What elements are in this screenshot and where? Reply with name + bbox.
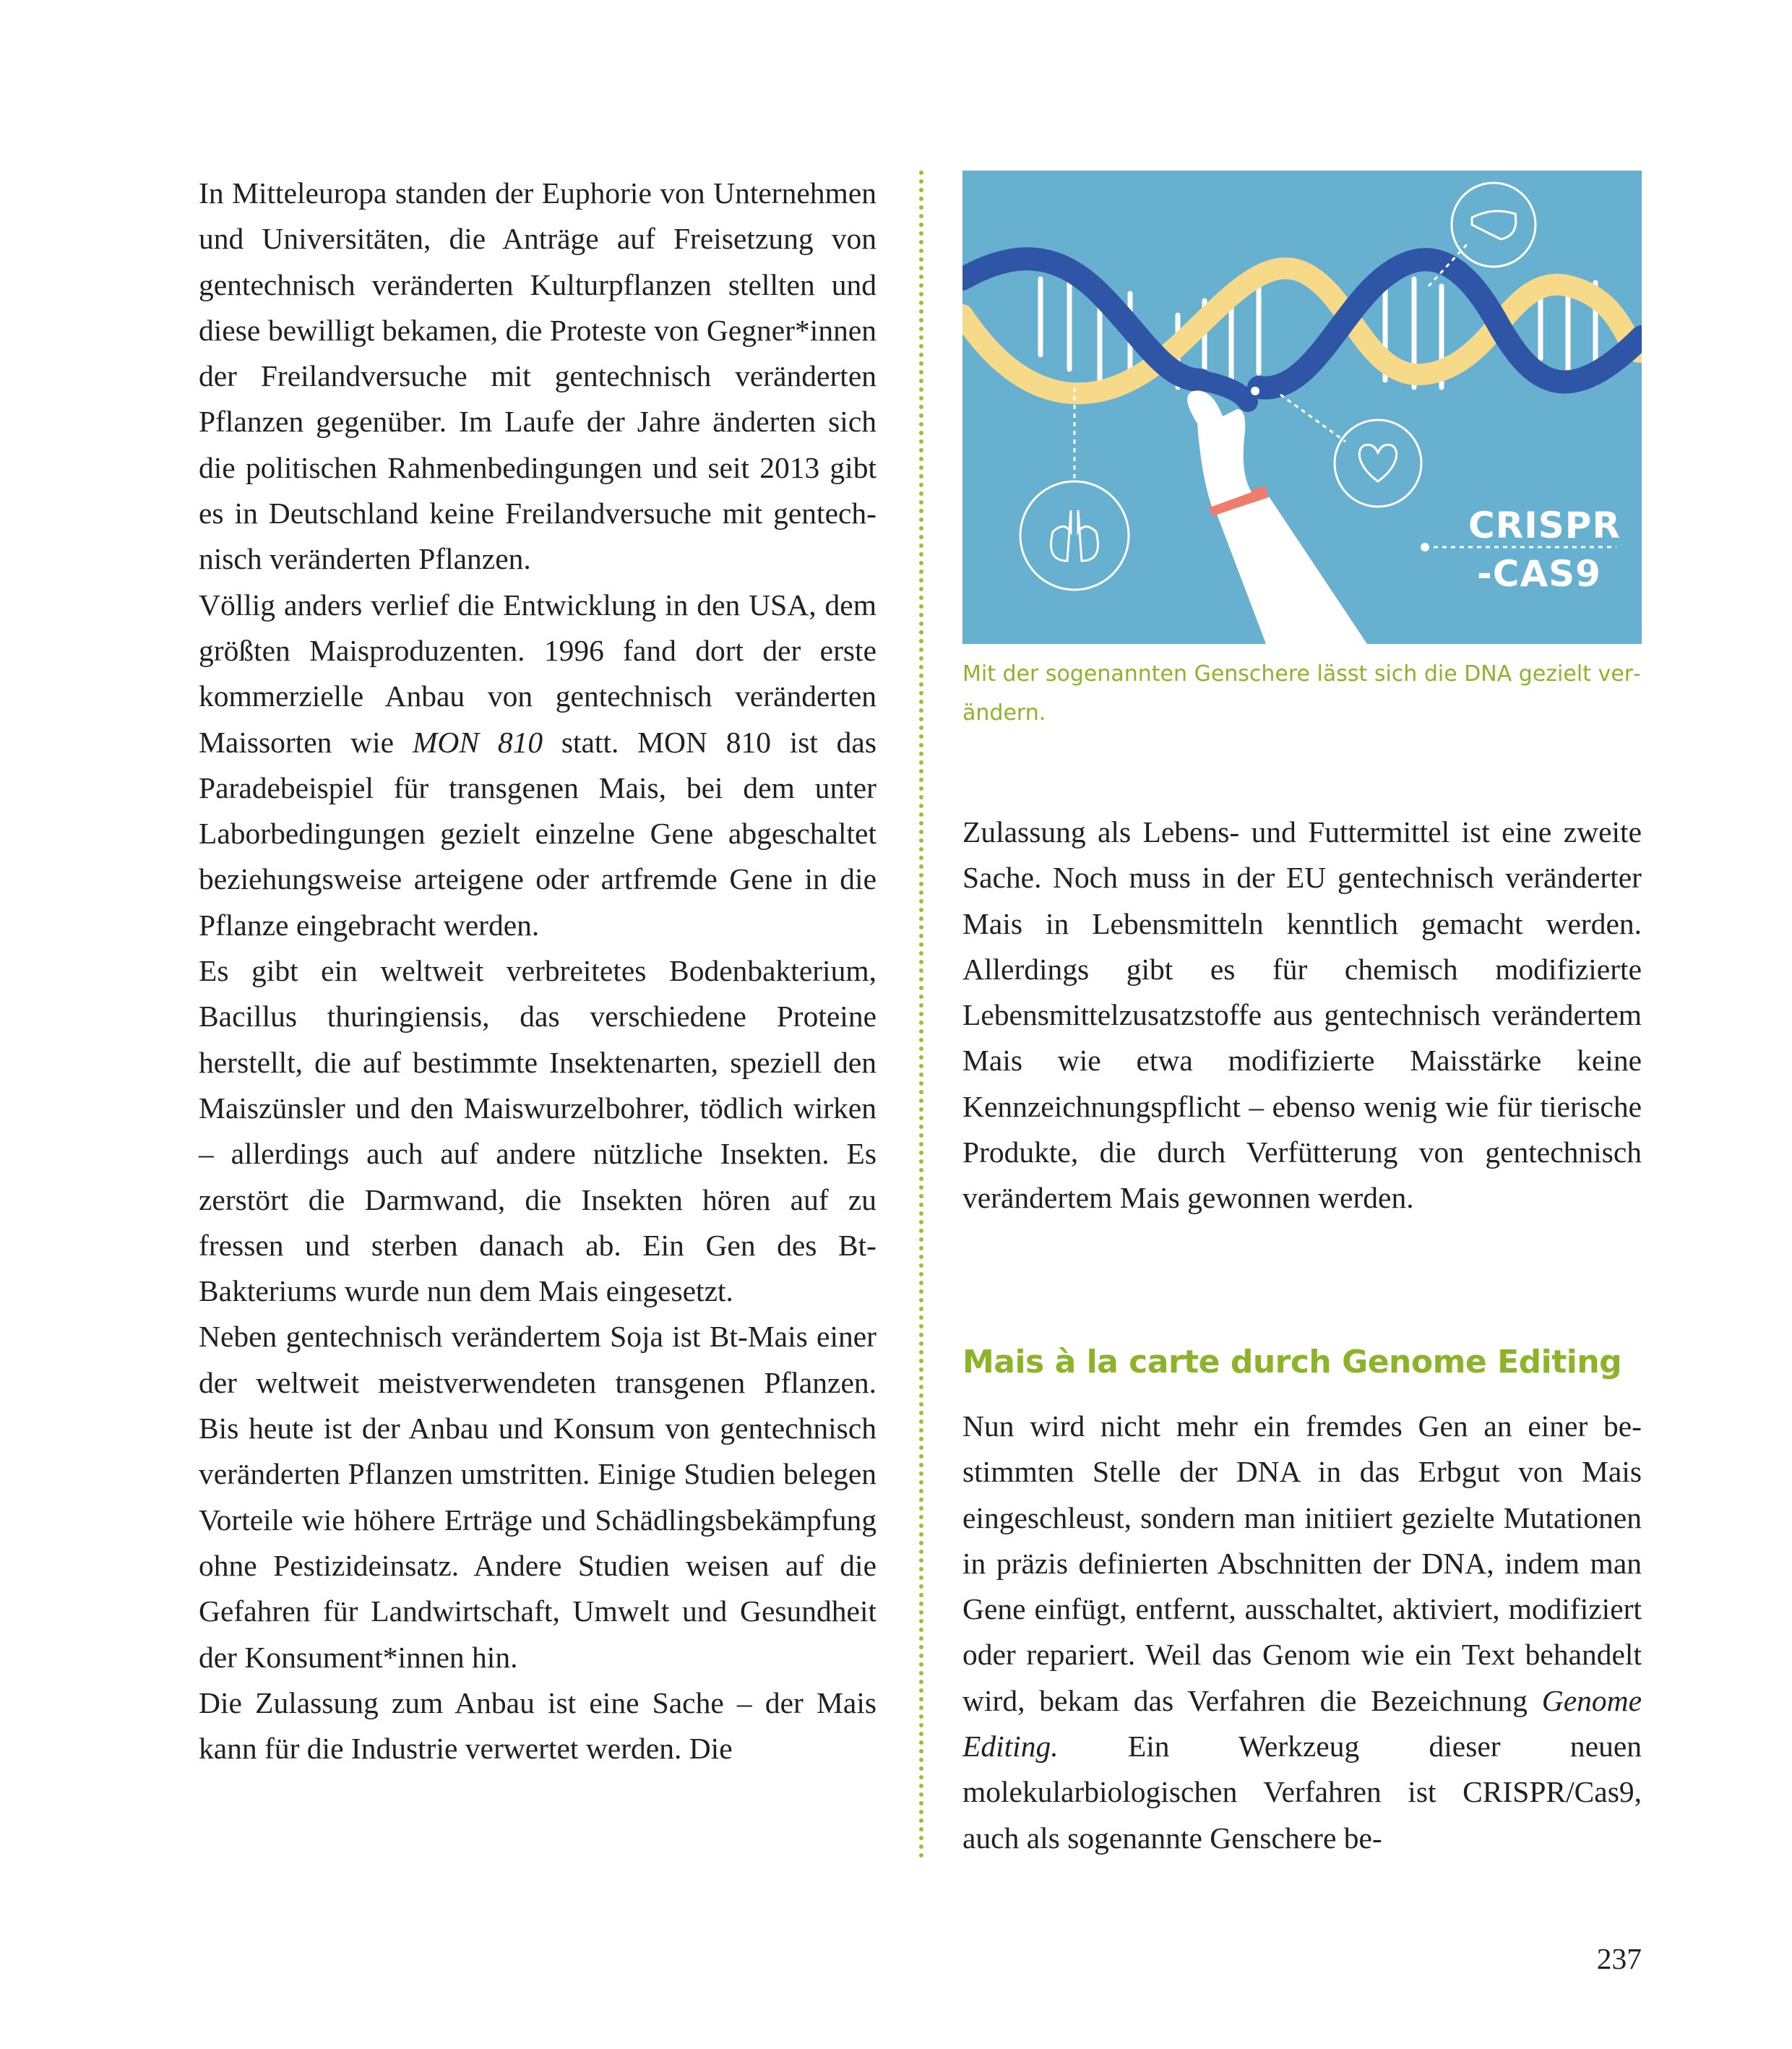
figure-caption: Mit der sogenannten Genschere lässt sich die DNA gezielt verändern. xyxy=(962,661,1641,726)
text-run: Völlig anders verlief die Entwicklung in den USA, dem größten Maisproduzenten. 1996 fand dort der erste kommerzielle Anbau von gentechnisch veränderten Maissorten wie xyxy=(199,588,876,759)
column-divider xyxy=(919,171,923,1859)
page-number: 237 xyxy=(1596,1942,1642,1975)
dna-illustration xyxy=(962,171,1642,644)
text-run: statt. MON 810 ist das Paradebeispiel für transgenen Mais, bei dem unter Laborbedingungen gezielt einzelne Gene abgeschaltet beziehungsweise arteigene oder artfremde Gene in die Pflanze eingebracht werden. xyxy=(199,725,876,942)
italic-term: MON 810 xyxy=(412,725,543,759)
paragraph: Zulassung als Lebens- und Futtermittel ist eine zweite Sache. Noch muss in der EU gentechnisch veränderter Mais in Lebensmitteln kenntlich gemacht werden. Allerdings gibt es für chemisch modifizierte Lebensmittelzusatzstoffe aus gentechnisch verändertem Mais wie etwa modifizierte Maisstärke keine Kennzeichnungspflicht – ebenso wenig wie für tierische Produkte, die durch Verfütterung von gentechnisch verändertem Mais gewonnen werden. xyxy=(962,815,1642,1215)
paragraph: In Mitteleuropa standen der Euphorie von Unternehmen und Universitäten, die Anträge auf Freisetzung von gentechnisch veränderten Kulturpflanzen stellten und diese bewilligt bekamen, die Proteste von Gegner*innen der Freilandversuche mit gentechnisch veränderten Pflanzen gegenüber. Im Laufe der Jahre änderten sich die politischen Rahmenbedingungen und seit 2013 gibt es in Deutschland keine Freilandversuche mit gentechnisch veränderten Pflanzen. xyxy=(199,176,876,576)
left-text-column xyxy=(199,171,876,1771)
cut-point-marker xyxy=(1251,387,1259,395)
cas9-label: -CAS9 xyxy=(1477,553,1601,595)
text-run: Ein Werkzeug dieser neuen molekularbiologischen Verfahren ist CRISPR/Cas9, auch als sogenannte Genschere be- xyxy=(962,1730,1642,1855)
right-text-column-bottom xyxy=(962,1404,1642,1861)
crispr-illustration xyxy=(962,171,1642,644)
crispr-label: CRISPR xyxy=(1468,504,1621,546)
right-text-column-top xyxy=(962,809,1642,1221)
italic-term: Genome Editing. xyxy=(962,1683,1642,1764)
text-run: Nun wird nicht mehr ein fremdes Gen an einer bestimmten Stelle der DNA in das Erbgut von Mais eingeschleust, sondern man initiiert gezielte Mutationen in präzis definierten Abschnitten der DNA, indem man Gene einfügt, entfernt, ausschaltet, aktiviert, modifiziert oder repariert. Weil das Genom wie ein Text behandelt wird, bekam das Verfahren die Bezeichnung xyxy=(962,1409,1642,1717)
paragraph xyxy=(199,583,876,948)
paragraph xyxy=(962,1404,1642,1861)
section-heading: Mais à la carte durch Genome Editing xyxy=(962,1344,1622,1380)
paragraph: Neben gentechnisch verändertem Soja ist Bt-Mais einer der weltweit meistverwendeten transgenen Pflanzen. Bis heute ist der Anbau und Konsum von gentechnisch veränderten Pflanzen umstritten. Einige Studien belegen Vorteile wie höhere Erträge und Schädlingsbekämpfung ohne Pestizideinsatz. Andere Studien weisen auf die Gefahren für Landwirtschaft, Umwelt und Gesundheit der Konsument*innen hin. xyxy=(199,1320,876,1674)
paragraph: Es gibt ein weltweit verbreitetes Bodenbakterium, Bacillus thuringiensis, das verschiedene Proteine herstellt, die auf bestimmte Insektenarten, speziell den Maiszünsler und den Maiswurzelbohrer, tödlich wirken – allerdings auch auf andere nützliche Insekten. Es zerstört die Darmwand, die Insekten hören auf zu fressen und sterben danach ab. Ein Gen des Bt-Bakteriums wurde nun dem Mais eingesetzt. xyxy=(199,954,876,1308)
paragraph: Die Zulassung zum Anbau ist eine Sache – der Mais kann für die Industrie verwertet werden. Die xyxy=(199,1685,876,1766)
